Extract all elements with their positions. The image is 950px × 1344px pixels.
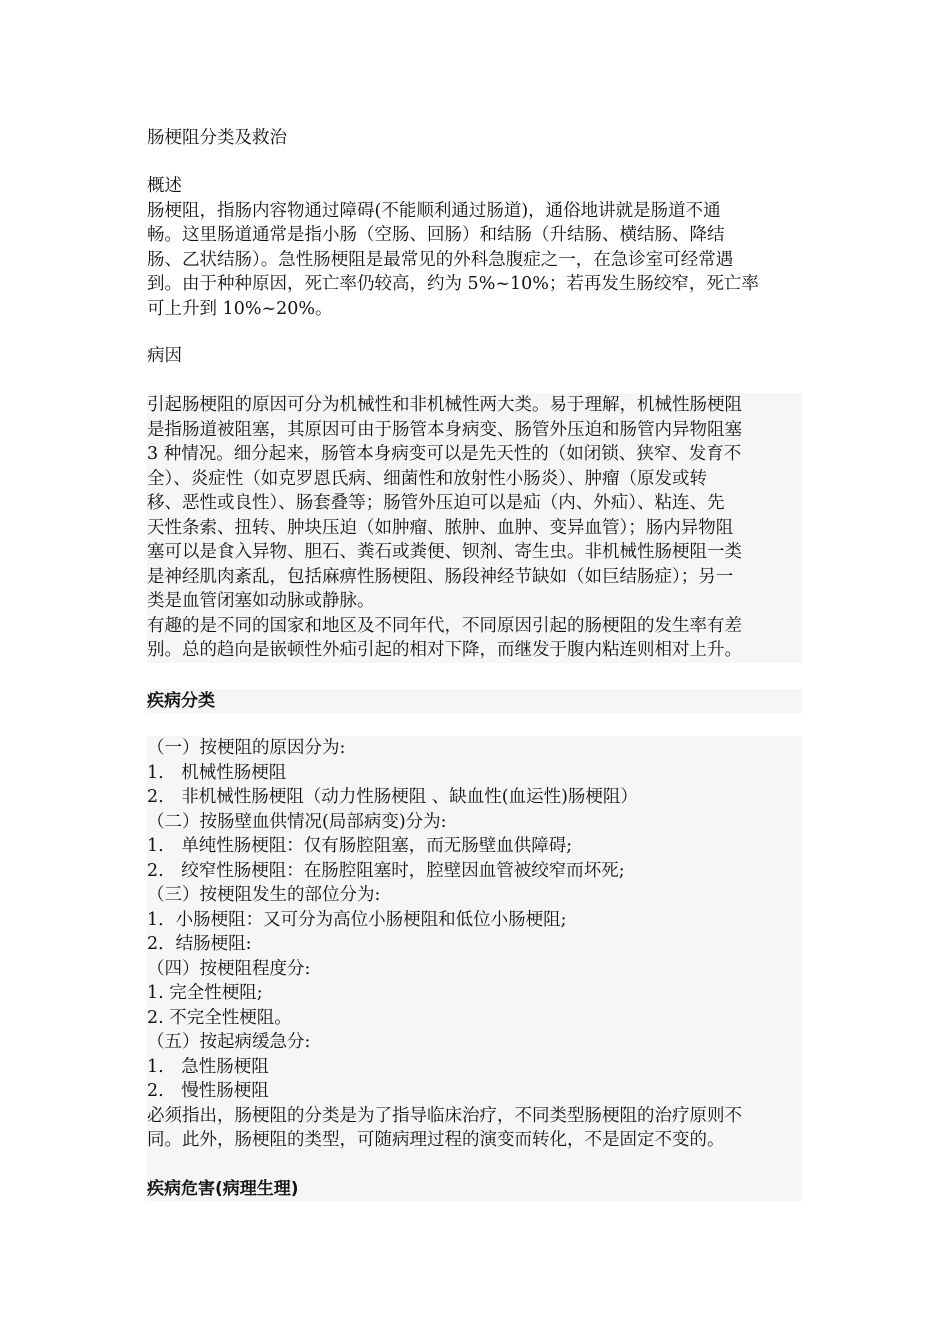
classification-line: 2. 慢性肠梗阻 [147, 1081, 269, 1101]
classification-line: 同。此外，肠梗阻的类型，可随病理过程的演变而转化，不是固定不变的。 [147, 1130, 725, 1150]
section-gap [147, 1153, 802, 1177]
classification-heading: 疾病分类 [147, 691, 215, 711]
classification-line: 1．小肠梗阻：又可分为高位小肠梗阻和低位小肠梗阻; [147, 909, 567, 930]
cause-line: 天性条索、扭转、肿块压迫（如肿瘤、脓肿、血肿、变异血管）；肠内异物阻 [147, 517, 734, 538]
classification-line: （五）按起病缓急分: [147, 1032, 311, 1052]
cause-line: 别。总的趋向是嵌顿性外疝引起的相对下降，而继发于腹内粘连则相对上升。 [147, 640, 742, 660]
classification-line: 1. 完全性梗阻; [147, 983, 263, 1003]
cause-body [147, 393, 802, 663]
cause-line: 是神经肌肉紊乱，包括麻痹性肠梗阻、肠段神经节缺如（如巨结肠症）；另一 [147, 566, 734, 587]
cause-line: 引起肠梗阻的原因可分为机械性和非机械性两大类。易于理解，机械性肠梗阻 [147, 395, 742, 415]
overview-section [147, 174, 802, 321]
cause-line: 有趣的是不同的国家和地区及不同年代，不同原因引起的肠梗阻的发生率有差 [147, 615, 742, 636]
classification-line: 2. 绞窄性肠梗阻：在肠腔阻塞时，腔壁因血管被绞窄而坏死; [147, 860, 625, 881]
classification-body [147, 736, 802, 1201]
harm-heading: 疾病危害(病理生理) [147, 1178, 299, 1199]
cause-line: 塞可以是食入异物、胆石、粪石或粪便、钡剂、寄生虫。非机械性肠梗阻一类 [147, 542, 742, 562]
cause-line: 3 种情况。细分起来，肠管本身病变可以是先天性的（如闭锁、狭窄、发育不 [147, 444, 742, 464]
overview-line: 肠、乙状结肠）。急性肠梗阻是最常见的外科急腹症之一，在急诊室可经常遇 [147, 249, 734, 270]
overview-line: 畅。这里肠道通常是指小肠（空肠、回肠）和结肠（升结肠、横结肠、降结 [147, 225, 725, 245]
classification-line: 2. 非机械性肠梗阻（动力性肠梗阻 、缺血性(血运性)肠梗阻） [147, 787, 638, 807]
cause-line: 是指肠道被阻塞，其原因可由于肠管本身病变、肠管外压迫和肠管内异物阻塞 [147, 419, 742, 440]
classification-line: 1. 急性肠梗阻 [147, 1056, 269, 1077]
classification-line: 必须指出，肠梗阻的分类是为了指导临床治疗，不同类型肠梗阻的治疗原则不 [147, 1105, 742, 1126]
cause-heading: 病因 [147, 346, 182, 366]
classification-line: 2. 不完全性梗阻。 [147, 1007, 292, 1028]
classification-line: 1. 机械性肠梗阻 [147, 762, 287, 783]
classification-line: 1. 单纯性肠梗阻：仅有肠腔阻塞，而无肠壁血供障碍; [147, 836, 573, 856]
classification-line: （二）按肠壁血供情况(局部病变)分为: [147, 811, 447, 832]
classification-line: （三）按梗阻发生的部位分为: [147, 885, 381, 905]
classification-line: 2．结肠梗阻: [147, 934, 252, 954]
cause-line: 移、恶性或良性）、肠套叠等；肠管外压迫可以是疝（内、外疝）、粘连、先 [147, 493, 725, 513]
document-title: 肠梗阻分类及救治 [147, 128, 287, 148]
cause-line: 全）、炎症性（如克罗恩氏病、细菌性和放射性小肠炎）、肿瘤（原发或转 [147, 468, 707, 489]
overview-heading: 概述 [147, 176, 182, 196]
cause-line: 类是血管闭塞如动脉或静脉。 [147, 591, 375, 611]
overview-line: 可上升到 10%~20%。 [147, 298, 333, 319]
classification-line: （一）按梗阻的原因分为: [147, 738, 346, 758]
overview-line: 肠梗阻，指肠内容物通过障碍(不能顺利通过肠道)，通俗地讲就是肠道不通 [147, 200, 721, 221]
classification-heading-row [147, 689, 802, 713]
classification-line: （四）按梗阻程度分: [147, 958, 311, 979]
overview-line: 到。由于种种原因，死亡率仍较高，约为 5%~10%；若再发生肠绞窄，死亡率 [147, 274, 759, 294]
